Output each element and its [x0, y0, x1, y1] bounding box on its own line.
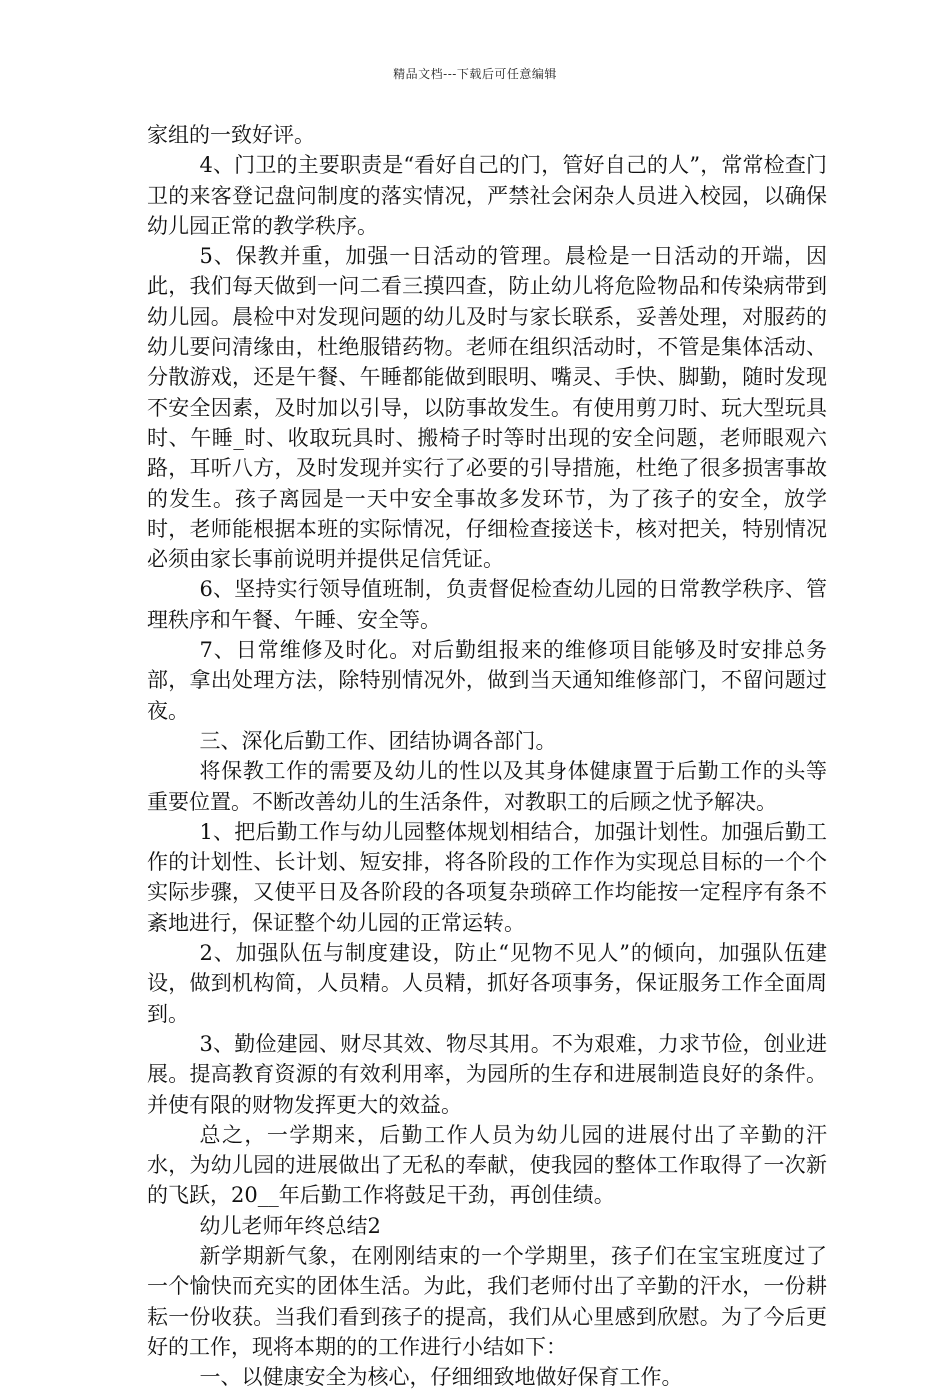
paragraph-section-3-item-1: 1、把后勤工作与幼儿园整体规划相结合，加强计划性。加强后勤工作的计划性、长计划、短安排，将各阶段的工作作为实现总目标的一个个实际步骤，又使平日及各阶段的各项复杂琐碎工作均能按一定程序有条不紊地进行，保证整个幼儿园的正常运转。 [147, 819, 827, 935]
paragraph-item-6: 6、坚持实行领导值班制，负责督促检查幼儿园的日常教学秩序、管理秩序和午餐、午睡、安全等。 [147, 577, 827, 632]
document-body [147, 120, 827, 1392]
section-heading-3: 三、深化后勤工作、团结协调各部门。 [199, 728, 557, 753]
paragraph-conclusion: 总之，一学期来，后勤工作人员为幼儿园的进展付出了辛勤的汗水，为幼儿园的进展做出了无私的奉献，使我园的整体工作取得了一次新的飞跃，20__年后勤工作将鼓足干劲，再创佳绩。 [147, 1122, 827, 1208]
paragraph-intro-2: 新学期新气象，在刚刚结束的一个学期里，孩子们在宝宝班度过了一个愉快而充实的团体生活。为此，我们老师付出了辛勤的汗水，一份耕耘一份收获。当我们看到孩子的提高，我们从心里感到欣慰。为了今后更好的工作，现将本期的的工作进行小结如下： [147, 1243, 827, 1359]
paragraph-item-5: 5、保教并重，加强一日活动的管理。晨检是一日活动的开端，因此，我们每天做到一问二看三摸四查，防止幼儿将危险物品和传染病带到幼儿园。晨检中对发现问题的幼儿及时与家长联系，妥善处理，对服药的幼儿要问清缘由，杜绝服错药物。老师在组织活动时，不管是集体活动、分散游戏，还是午餐、午睡都能做到眼明、嘴灵、手快、脚勤，随时发现不安全因素，及时加以引导，以防事故发生。有使用剪刀时、玩大型玩具时、午睡_时、收取玩具时、搬椅子时等时出现的安全问题，老师眼观六路，耳听八方，及时发现并实行了必要的引导措施，杜绝了很多损害事故的发生。孩子离园是一天中安全事故多发环节，为了孩子的安全，放学时，老师能根据本班的实际情况，仔细检查接送卡，核对把关，特别情况必须由家长事前说明并提供足信凭证。 [147, 244, 827, 572]
paragraph-section-3-item-3: 3、勤俭建园、财尽其效、物尽其用。不为艰难，力求节俭，创业进展。提高教育资源的有效利用率，为园所的生存和进展制造良好的条件。并使有限的财物发挥更大的效益。 [147, 1031, 827, 1117]
paragraph-section-3-item-2: 2、加强队伍与制度建设，防止“见物不见人”的倾向，加强队伍建设，做到机构简，人员精。人员精，抓好各项事务，保证服务工作全面周到。 [147, 941, 827, 1026]
paragraph-continuation: 家组的一致好评。 [147, 123, 315, 147]
section-heading-1: 一、以健康安全为核心，仔细细致地做好保育工作。 [199, 1365, 683, 1390]
paragraph-item-7: 7、日常维修及时化。对后勤组报来的维修项目能够及时安排总务部，拿出处理方法，除特别情况外，做到当天通知维修部门，不留问题过夜。 [147, 638, 827, 723]
paragraph-section-3-intro: 将保教工作的需要及幼儿的性以及其身体健康置于后勤工作的头等重要位置。不断改善幼儿的生活条件，对教职工的后顾之忧予解决。 [147, 759, 827, 814]
paragraph-item-4: 4、门卫的主要职责是“看好自己的门，管好自己的人”，常常检查门卫的来客登记盘问制度的落实情况，严禁社会闲杂人员进入校园，以确保幼儿园正常的教学秩序。 [147, 153, 827, 238]
document-subtitle: 幼儿老师年终总结2 [199, 1213, 381, 1238]
page-header: 精品文档---下载后可任意编辑 [393, 67, 557, 81]
